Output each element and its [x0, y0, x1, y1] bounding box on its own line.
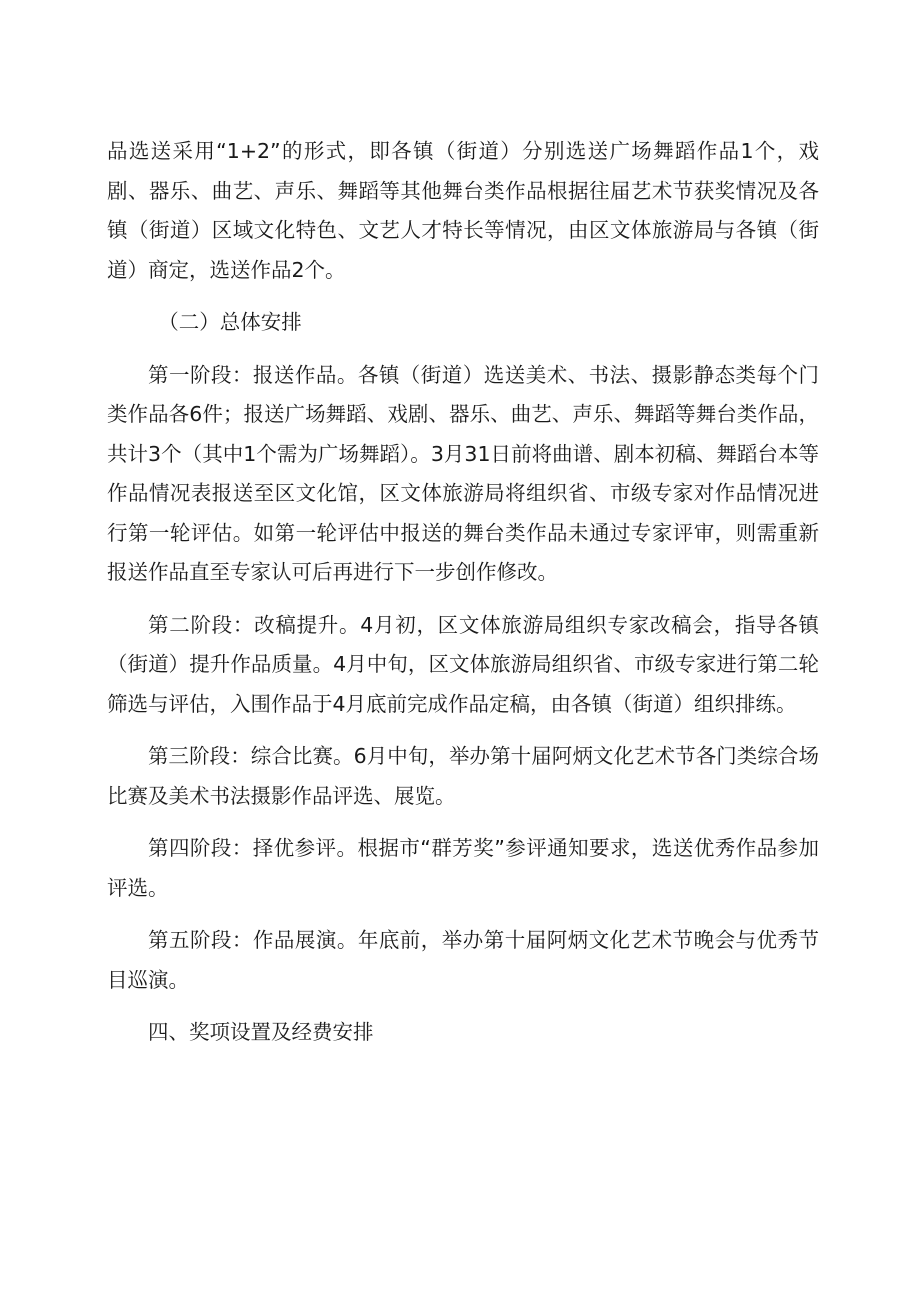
document-body [107, 132, 819, 1066]
paragraph-stage-four: 第四阶段：择优参评。根据市“群芳奖”参评通知要求，选送优秀作品参加评选。 [107, 836, 819, 900]
paragraph-stage-three: 第三阶段：综合比赛。6月中旬，举办第十届阿炳文化艺术节各门类综合场比赛及美术书法摄影作品评选、展览。 [107, 744, 819, 808]
paragraph-stage-five: 第五阶段：作品展演。年底前，举办第十届阿炳文化艺术节晚会与优秀节目巡演。 [107, 928, 819, 992]
section-heading-overall-arrangement: （二）总体安排 [158, 310, 302, 334]
paragraph-selection-form: 品选送采用“1+2”的形式，即各镇（街道）分别选送广场舞蹈作品1个，戏剧、器乐、曲艺、声乐、舞蹈等其他舞台类作品根据往届艺术节获奖情况及各镇（街道）区域文化特色、文艺人才特长等情况，由区文体旅游局与各镇（街道）商定，选送作品2个。 [107, 139, 819, 282]
section-heading-awards-funding: 四、奖项设置及经费安排 [148, 1020, 374, 1044]
paragraph-stage-two: 第二阶段：改稿提升。4月初，区文体旅游局组织专家改稿会，指导各镇（街道）提升作品质量。4月中旬，区文体旅游局组织省、市级专家进行第二轮筛选与评估，入围作品于4月底前完成作品定稿，由各镇（街道）组织排练。 [107, 612, 819, 716]
paragraph-stage-one: 第一阶段：报送作品。各镇（街道）选送美术、书法、摄影静态类每个门类作品各6件；报送广场舞蹈、戏剧、器乐、曲艺、声乐、舞蹈等舞台类作品，共计3个（其中1个需为广场舞蹈）。3月31日前将曲谱、剧本初稿、舞蹈台本等作品情况表报送至区文化馆，区文体旅游局将组织省、市级专家对作品情况进行第一轮评估。如第一轮评估中报送的舞台类作品未通过专家评审，则需重新报送作品直至专家认可后再进行下一步创作修改。 [107, 362, 819, 584]
